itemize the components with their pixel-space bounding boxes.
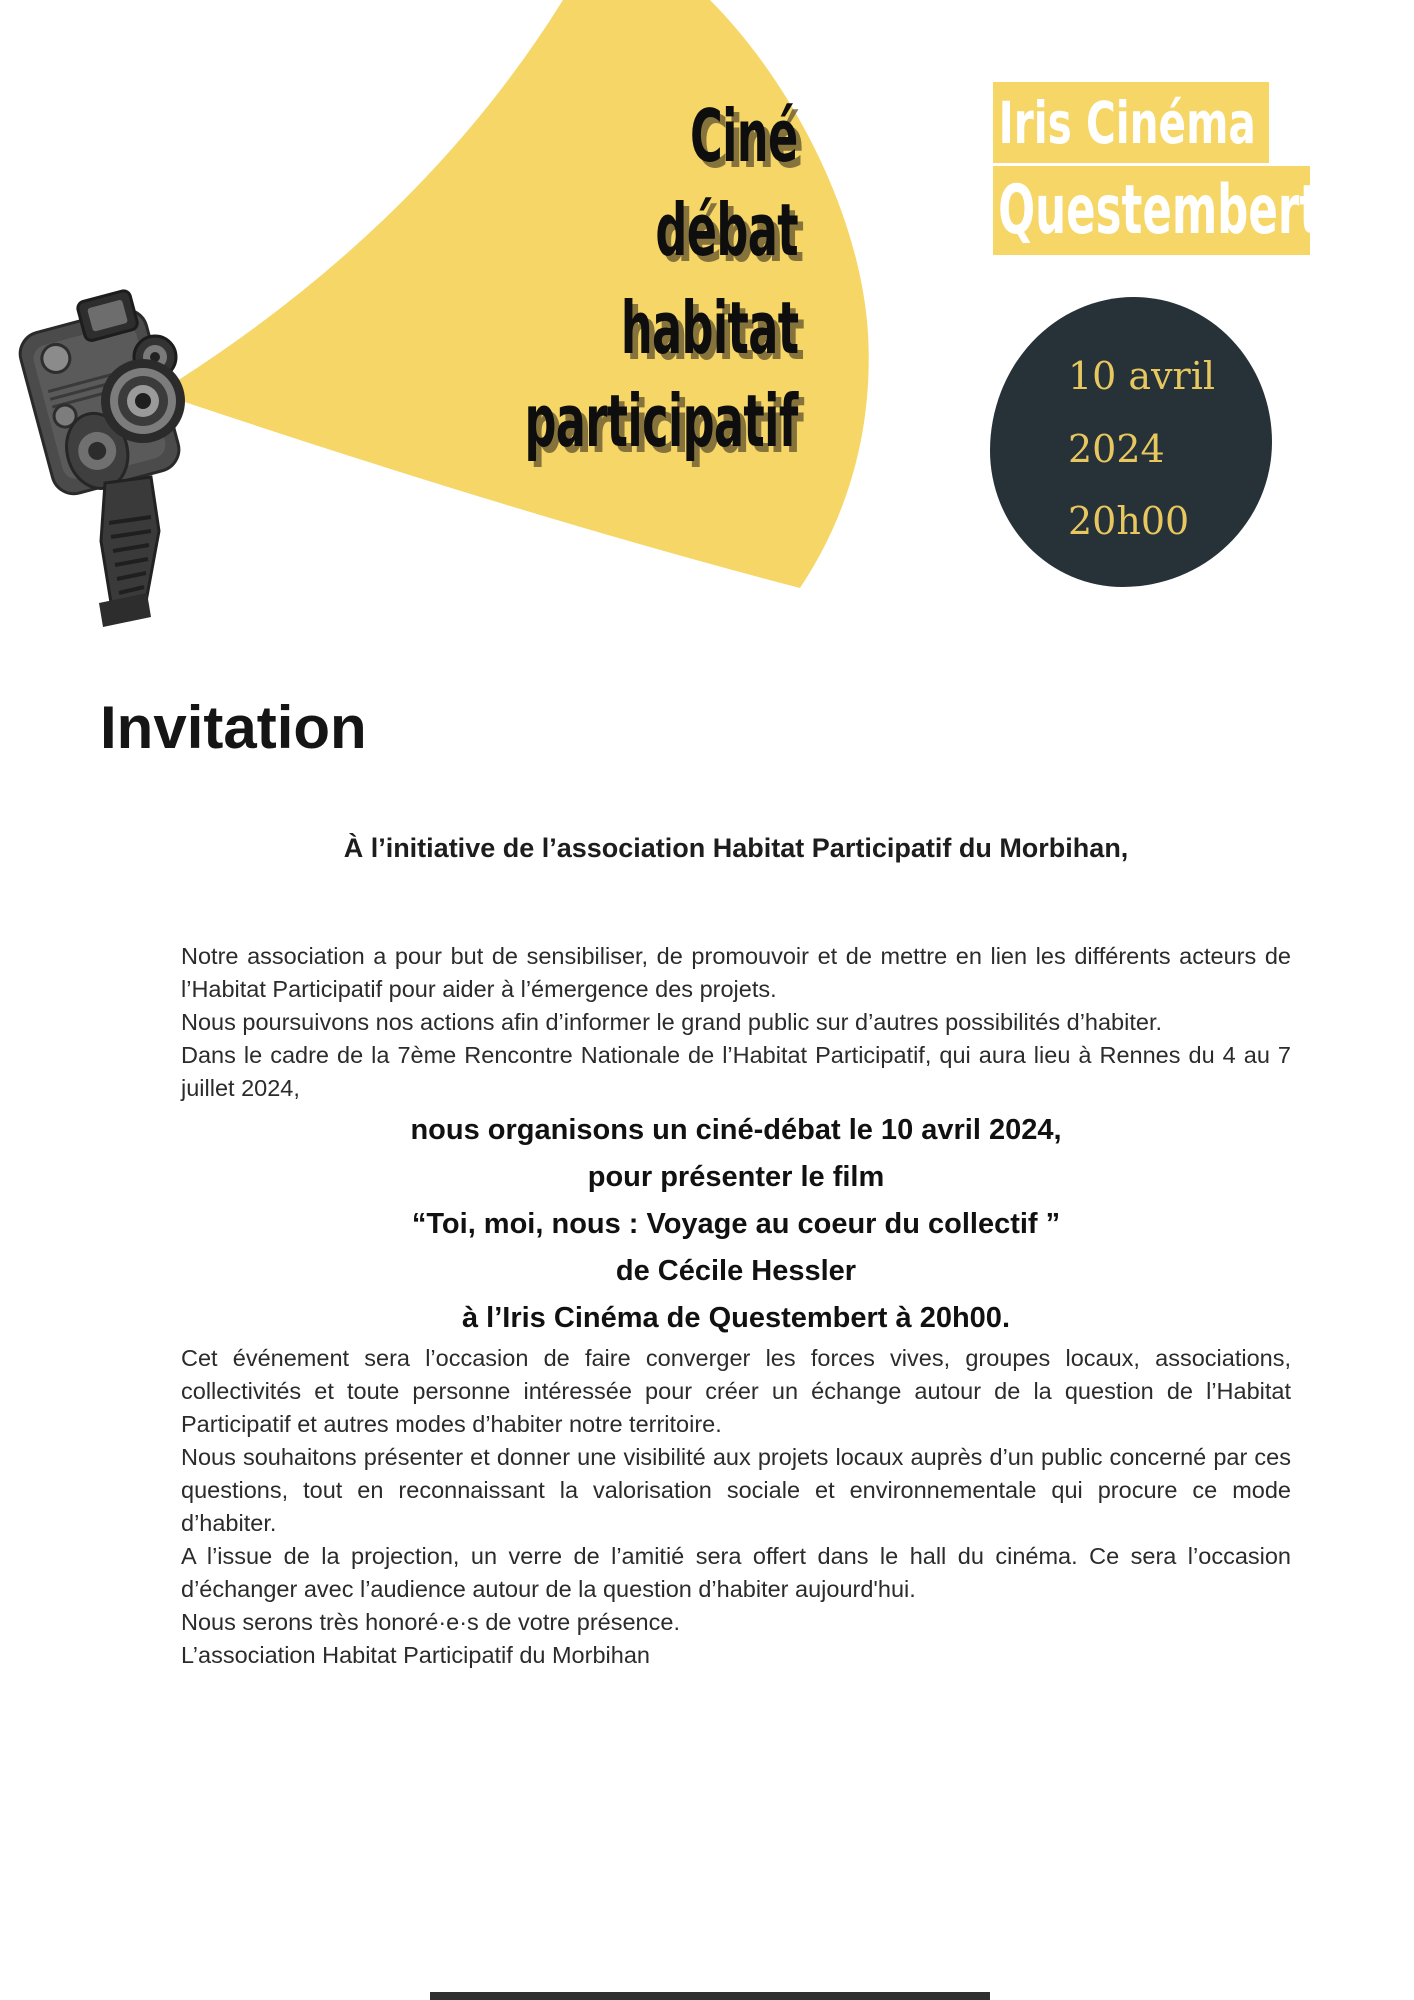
- paragraph-actions: Nous poursuivons nos actions afin d’informer le grand public sur d’autres possibilités d’habiter.: [181, 1009, 1162, 1035]
- paragraph-event-purpose: Cet événement sera l’occasion de faire converger les forces vives, groupes locaux, associations, collectivités et toute personne intéressée pour créer un échange autour de la question de l’Habitat Participatif et autres modes d’habiter notre territoire.: [181, 1345, 1291, 1437]
- beam-title-line-participatif: participatif: [524, 379, 798, 463]
- vintage-film-camera-icon: [5, 285, 215, 635]
- paragraph-association-purpose: Notre association a pour but de sensibiliser, de promouvoir et de mettre en lien les différents acteurs de l’Habitat Participatif pour aider à l’émergence des projets.: [181, 943, 1291, 1002]
- venue-badge-line1: [993, 82, 1269, 163]
- highlight-line-film-title: “Toi, moi, nous : Voyage au coeur du collectif ”: [411, 1208, 1061, 1240]
- paragraph-visibility: Nous souhaitons présenter et donner une visibilité aux projets locaux auprès d’un public concerné par ces questions, tout en reconnaissant la valorisation sociale et environnementale qui procure ce mode d’habiter.: [181, 1444, 1291, 1536]
- beam-title-line-habitat: habitat: [620, 286, 798, 370]
- beam-title-line-debat: débat: [655, 188, 798, 272]
- highlight-line-event: nous organisons un ciné-débat le 10 avril 2024,: [410, 1114, 1062, 1146]
- page-bottom-artifact: [430, 1992, 990, 2000]
- highlight-line-director: de Cécile Hessler: [615, 1255, 857, 1287]
- body-text-column: [181, 940, 1291, 1672]
- signature-line: L’association Habitat Participatif du Morbihan: [181, 1642, 650, 1668]
- event-highlight-block: [181, 1107, 1291, 1342]
- paragraph-honored: Nous serons très honoré·e·s de votre présence.: [181, 1609, 680, 1635]
- event-date-day: 10 avril: [1068, 354, 1216, 398]
- page-title: Invitation: [100, 694, 367, 761]
- beam-title-line-cine: Ciné: [690, 94, 798, 178]
- highlight-line-film-intro: pour présenter le film: [587, 1161, 885, 1193]
- paragraph-after-screening: A l’issue de la projection, un verre de l’amitié sera offert dans le hall du cinéma. Ce sera l’occasion d’échanger avec l’audience autour de la question d’habiter aujourd'hui.: [181, 1543, 1291, 1602]
- intro-association-line: À l’initiative de l’association Habitat Participatif du Morbihan,: [343, 833, 1129, 863]
- venue-name: Iris Cinéma: [998, 88, 1256, 157]
- venue-badge-line2: [993, 166, 1321, 255]
- highlight-line-venue-time: à l’Iris Cinéma de Questembert à 20h00.: [461, 1302, 1010, 1334]
- event-date-year: 2024: [1068, 427, 1165, 471]
- paragraph-rencontre-nationale: Dans le cadre de la 7ème Rencontre Nationale de l’Habitat Participatif, qui aura lieu à Rennes du 4 au 7 juillet 2024,: [181, 1042, 1291, 1101]
- venue-city: Questembert: [998, 171, 1321, 250]
- event-time: 20h00: [1068, 499, 1190, 543]
